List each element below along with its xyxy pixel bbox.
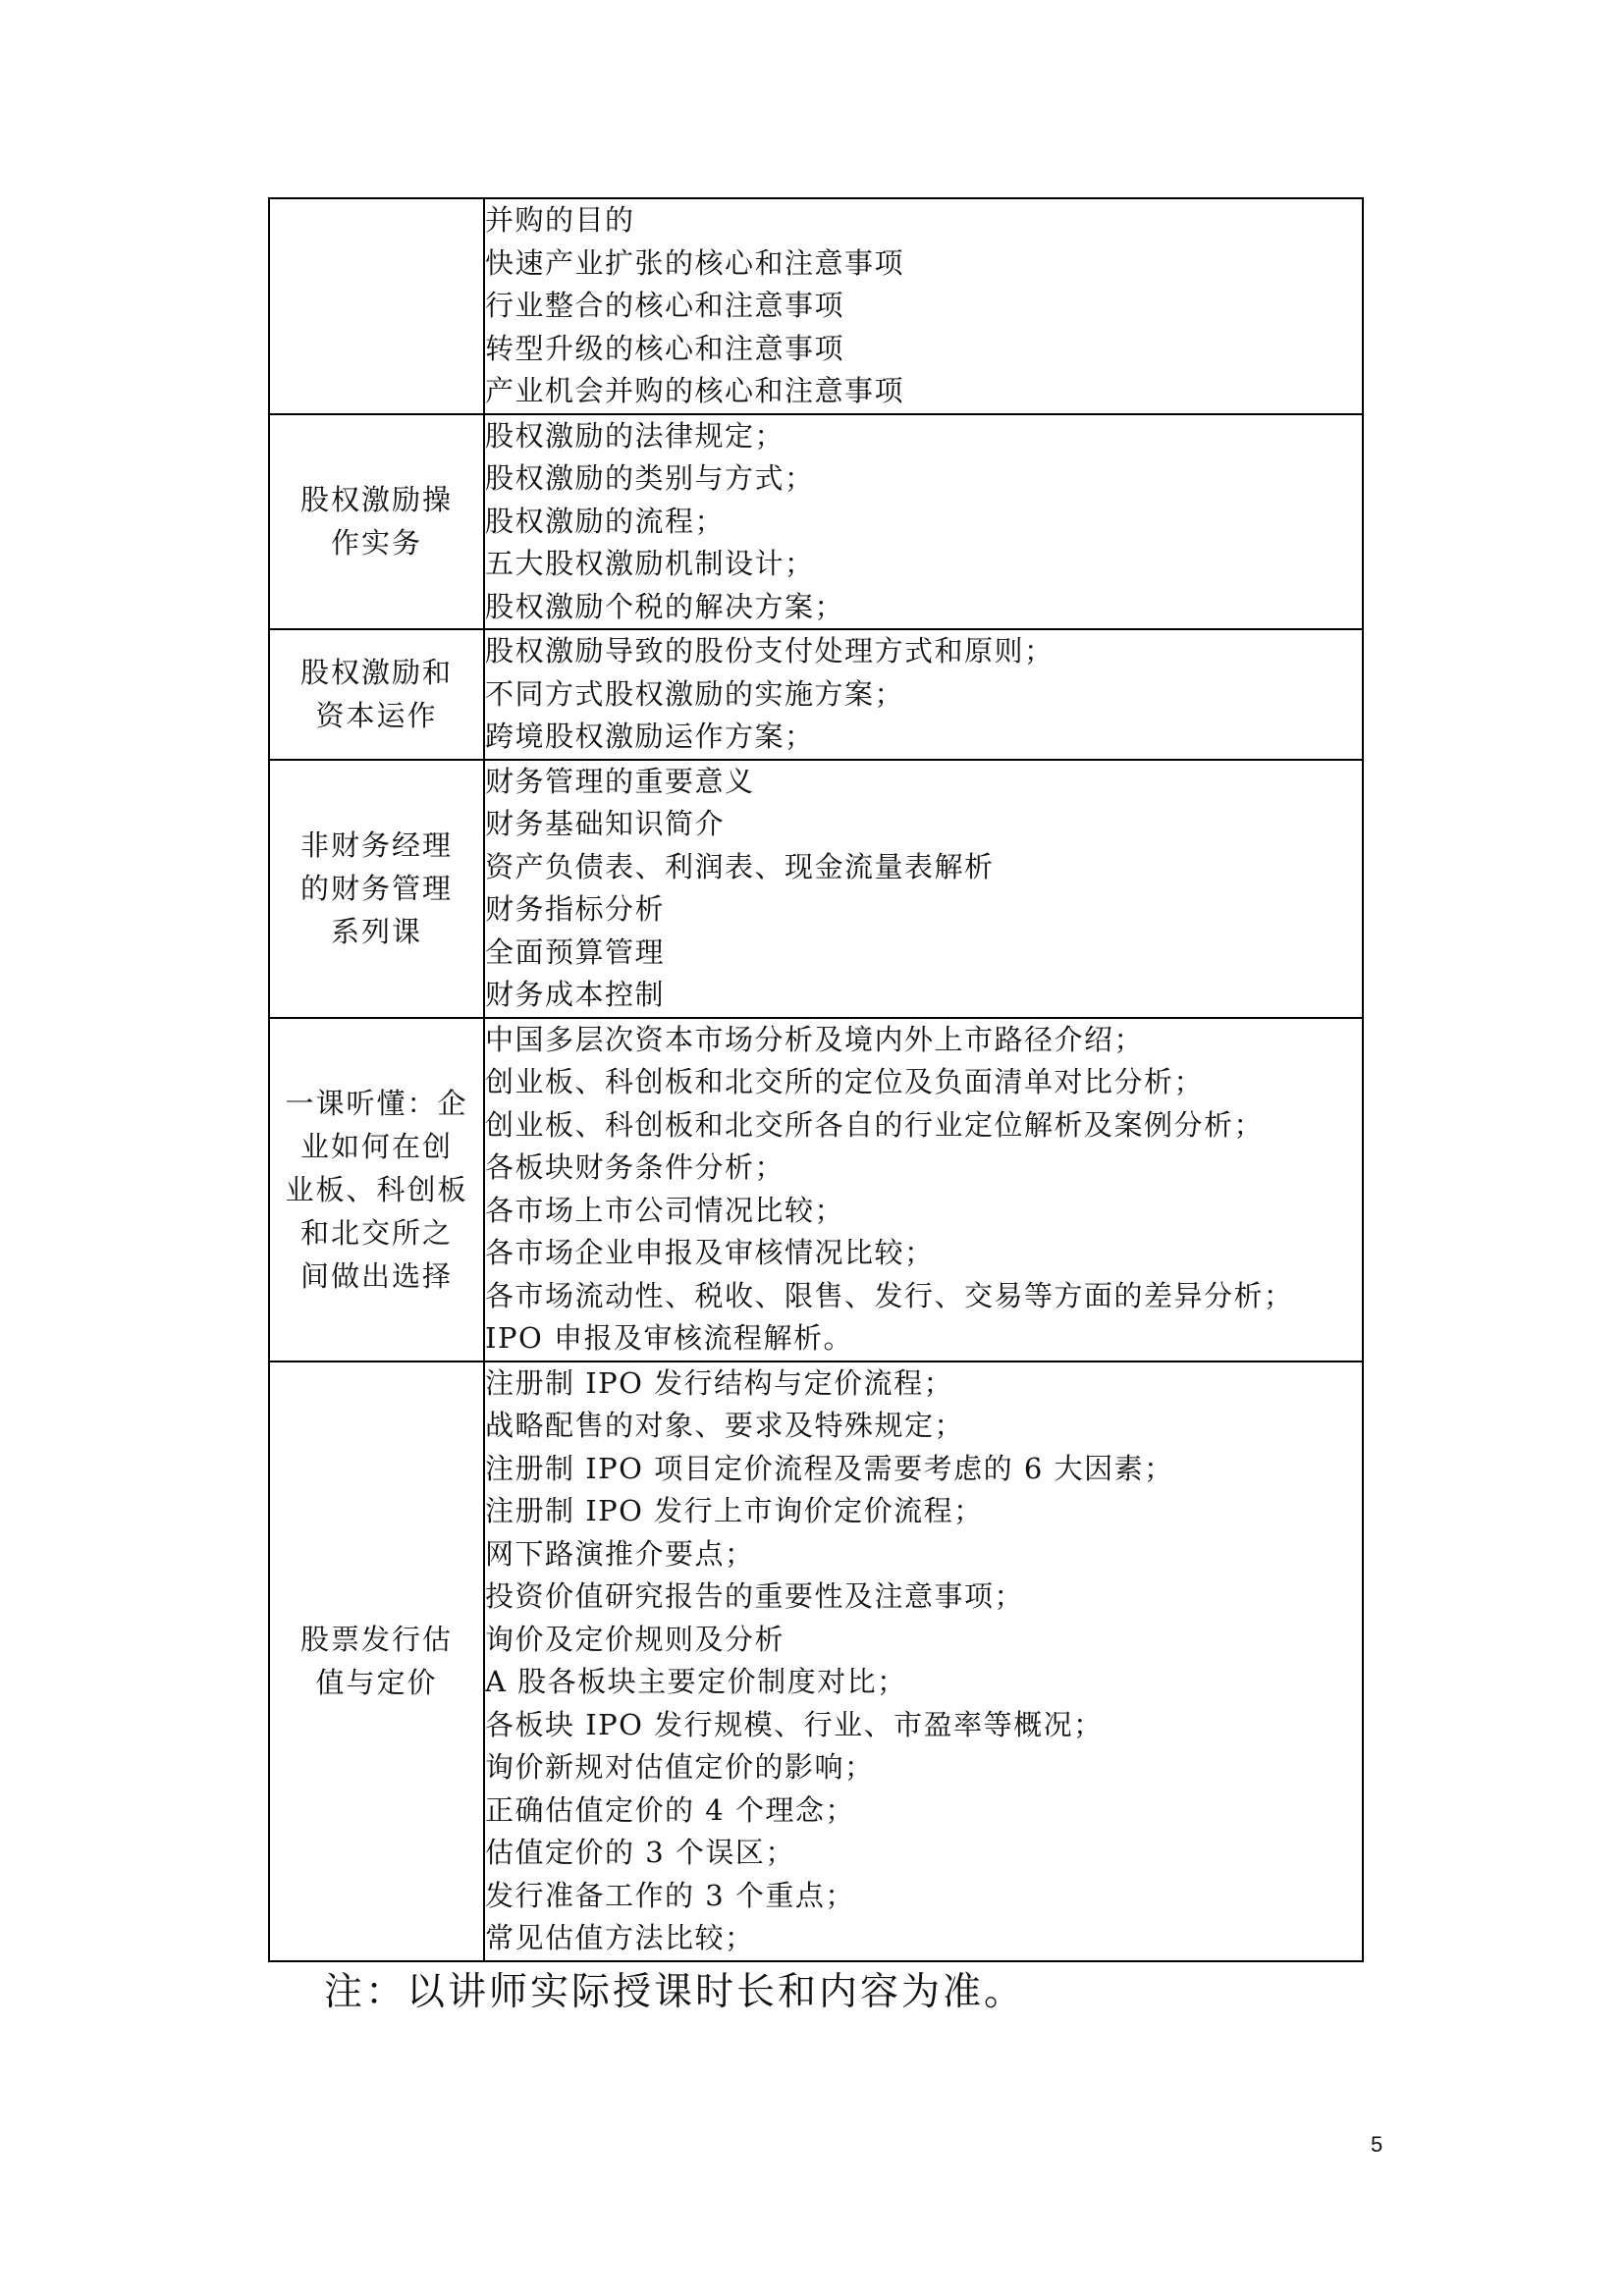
topic-line: 业板、科创板 [285,1172,468,1206]
content-line: 中国多层次资本市场分析及境内外上市路径介绍； [485,1022,1145,1056]
content-line: IPO 申报及审核流程解析。 [485,1321,853,1355]
course-outline-table [268,197,1364,1962]
content-line: 资产负债表、利润表、现金流量表解析 [485,849,995,883]
topic-line: 股权激励操 [299,483,453,517]
content-line: 各板块 IPO 发行规模、行业、市盈率等概况； [485,1707,1104,1741]
content-line: 快速产业扩张的核心和注意事项 [485,245,905,280]
topic-cell [269,629,484,760]
table-row [269,414,1363,630]
content-line: 五大股权激励机制设计； [485,547,815,580]
content-line: 估值定价的 3 个误区； [485,1836,795,1869]
content-cell [484,198,1363,414]
content-line: 财务管理的重要意义 [485,764,755,798]
content-line: 创业板、科创板和北交所各自的行业定位解析及案例分析； [485,1107,1265,1142]
content-line: 各市场上市公司情况比较； [485,1193,845,1227]
topic-cell [269,1018,484,1362]
topic-line: 业如何在创 [299,1129,453,1163]
content-line: 财务成本控制 [485,978,666,1011]
content-line: 产业机会并购的核心和注意事项 [485,374,905,407]
content-line: 财务基础知识简介 [485,807,726,840]
content-line: 正确估值定价的 4 个理念； [485,1792,855,1827]
content-line: 行业整合的核心和注意事项 [485,289,845,322]
content-line: 注册制 IPO 发行结构与定价流程； [485,1365,954,1400]
table-row [269,1362,1363,1961]
topic-cell [269,414,484,630]
content-line: 网下路演推介要点； [485,1536,755,1571]
content-line: 注册制 IPO 发行上市询价定价流程； [485,1494,984,1527]
topic-line: 一课听懂：企 [285,1086,468,1120]
content-line: 股权激励导致的股份支付处理方式和原则； [485,634,1055,667]
content-cell [484,1018,1363,1362]
content-line: 创业板、科创板和北交所的定位及负面清单对比分析； [485,1065,1205,1098]
table-row [269,629,1363,760]
content-line: 询价及定价规则及分析 [485,1622,785,1656]
topic-cell [269,198,484,414]
content-cell [484,414,1363,630]
topic-line: 股票发行估 [299,1623,453,1656]
content-line: 全面预算管理 [485,934,666,969]
topic-line: 资本运作 [315,699,438,733]
content-cell [484,760,1363,1018]
content-line: 各市场企业申报及审核情况比较； [485,1236,935,1269]
content-line: 财务指标分析 [485,892,666,926]
content-line: 各市场流动性、税收、限售、发行、交易等方面的差异分析； [485,1278,1294,1312]
topic-line: 值与定价 [315,1666,438,1699]
table-body [269,198,1363,1961]
topic-line: 系列课 [330,915,422,948]
content-line: 常见估值方法比较； [485,1921,755,1954]
content-cell [484,629,1363,760]
content-line: 股权激励的法律规定； [485,418,785,453]
content-line: 投资价值研究报告的重要性及注意事项； [485,1579,1025,1613]
topic-line: 作实务 [330,526,422,561]
table-row [269,760,1363,1018]
topic-line: 股权激励和 [299,656,453,690]
topic-line: 的财务管理 [299,872,453,905]
table-row [269,198,1363,414]
content-line: 战略配售的对象、要求及特殊规定； [485,1409,965,1442]
content-line: 股权激励的流程； [485,504,726,538]
topic-line: 和北交所之 [299,1215,453,1250]
topic-line: 非财务经理 [299,828,453,862]
page-number: 5 [1371,2132,1383,2157]
content-line: 股权激励个税的解决方案； [485,589,845,623]
footnote: 注：以讲师实际授课时长和内容为准。 [324,1970,1026,2014]
topic-cell [269,1362,484,1961]
topic-cell [269,760,484,1018]
content-line: 不同方式股权激励的实施方案； [485,676,905,711]
content-line: 发行准备工作的 3 个重点； [485,1878,855,1912]
content-line: 各板块财务条件分析； [485,1150,785,1184]
content-line: 股权激励的类别与方式； [485,461,815,495]
content-line: 转型升级的核心和注意事项 [485,331,845,365]
topic-line: 间做出选择 [299,1258,453,1293]
content-line: 询价新规对估值定价的影响； [485,1750,875,1784]
content-line: 注册制 IPO 项目定价流程及需要考虑的 6 大因素； [485,1451,1174,1485]
content-cell [484,1362,1363,1961]
content-line: A 股各板块主要定价制度对比； [485,1665,907,1698]
content-line: 并购的目的 [485,203,635,237]
content-line: 跨境股权激励运作方案； [485,720,815,753]
table-row [269,1018,1363,1362]
